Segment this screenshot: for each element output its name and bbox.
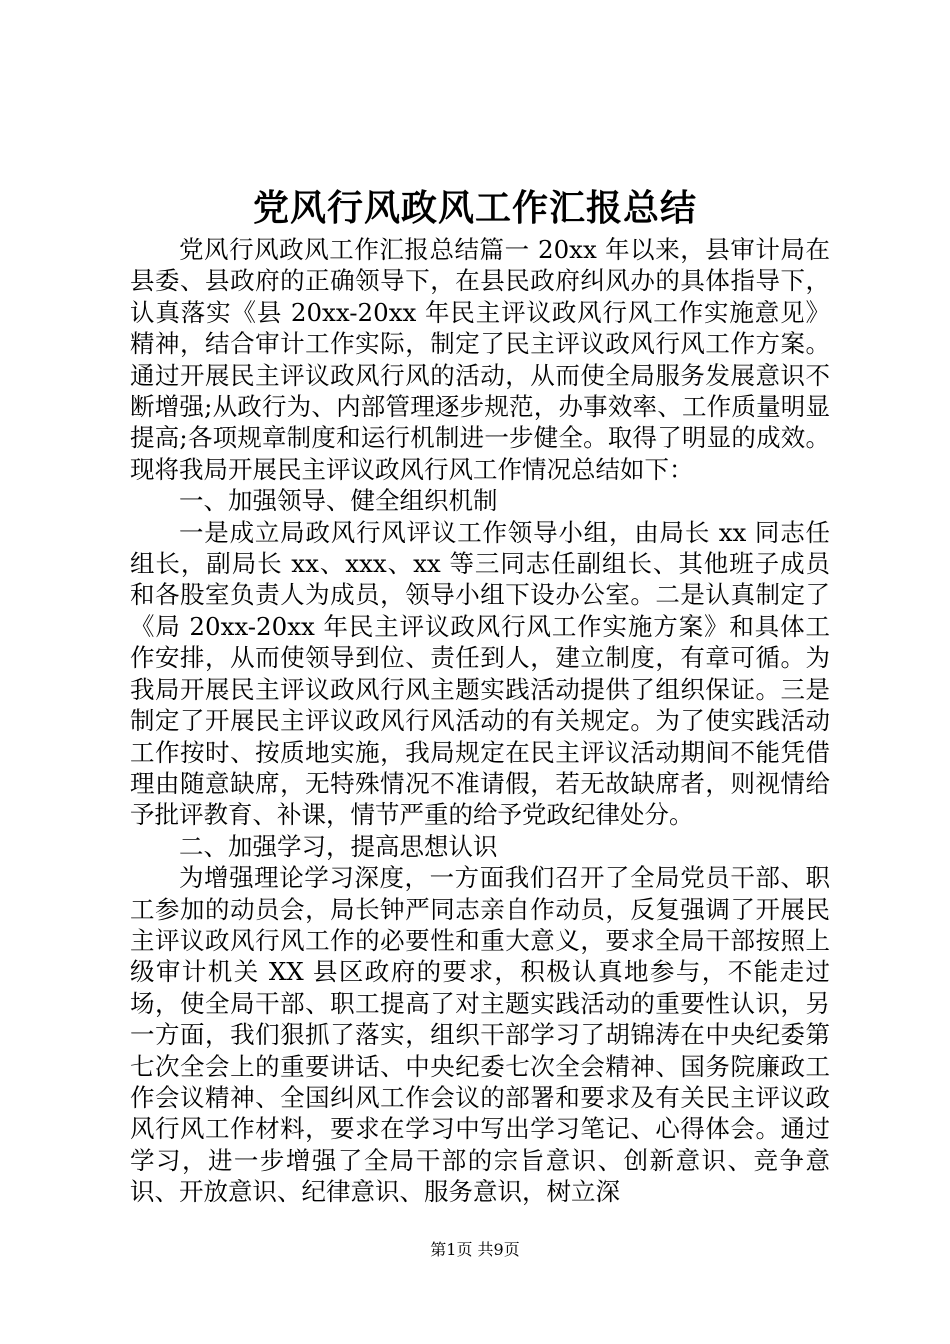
document-title: 党风行风政风工作汇报总结 xyxy=(252,187,697,229)
paragraph-intro: 党风行风政风工作汇报总结篇一 20xx 年以来，县审计局在县委、县政府的正确领导下，在县民政府纠风办的具体指导下，认真落实《县 20xx-20xx 年民主评议政风行风工作实施意见》精神，结合审计工作实际，制定了民主评议政风行风工作方案。通过开展民主评议政风行风的活动，从而使全局服务发展意识不断增强;从政行为、内部管理逐步规范，办事效率、工作质量明显提高;各项规章制度和运行机制进一步健全。取得了明显的成效。现将我局开展民主评议政风行风工作情况总结如下： xyxy=(130,235,830,484)
section-heading-1: 一、加强领导、健全组织机制 xyxy=(179,486,498,516)
document-body xyxy=(130,234,830,1208)
page-number-footer: 第1页 共9页 xyxy=(430,1240,520,1259)
section-heading-2: 二、加强学习，提高思想认识 xyxy=(179,831,498,861)
paragraph-section-2: 为增强理论学习深度，一方面我们召开了全局党员干部、职工参加的动员会，局长钟严同志亲自作动员，反复强调了开展民主评议政风行风工作的必要性和重大意义，要求全局干部按照上级审计机关 XX 县区政府的要求，积极认真地参与，不能走过场，使全局干部、职工提高了对主题实践活动的重要性认识，另一方面，我们狠抓了落实，组织干部学习了胡锦涛在中央纪委第七次全会上的重要讲话、中央纪委七次全会精神、国务院廉政工作会议精神、全国纠风工作会议的部署和要求及有关民主评议政风行风工作材料，要求在学习中写出学习笔记、心得体会。通过学习，进一步增强了全局干部的宗旨意识、创新意识、竞争意识、开放意识、纪律意识、服务意识，树立深 xyxy=(130,863,830,1207)
paragraph-section-1: 一是成立局政风行风评议工作领导小组，由局长 xx 同志任组长，副局长 xx、xxx、xx 等三同志任副组长、其他班子成员和各股室负责人为成员，领导小组下设办公室。二是认真制定了《局 20xx-20xx 年民主评议政风行风工作实施方案》和具体工作安排，从而使领导到位、责任到人，建立制度，有章可循。为我局开展民主评议政风行风主题实践活动提供了组织保证。三是制定了开展民主评议政风行风活动的有关规定。为了使实践活动工作按时、按质地实施，我局规定在民主评议活动期间不能凭借理由随意缺席，无特殊情况不准请假，若无故缺席者，则视情给予批评教育、补课，情节严重的给予党政纪律处分。 xyxy=(130,517,830,830)
